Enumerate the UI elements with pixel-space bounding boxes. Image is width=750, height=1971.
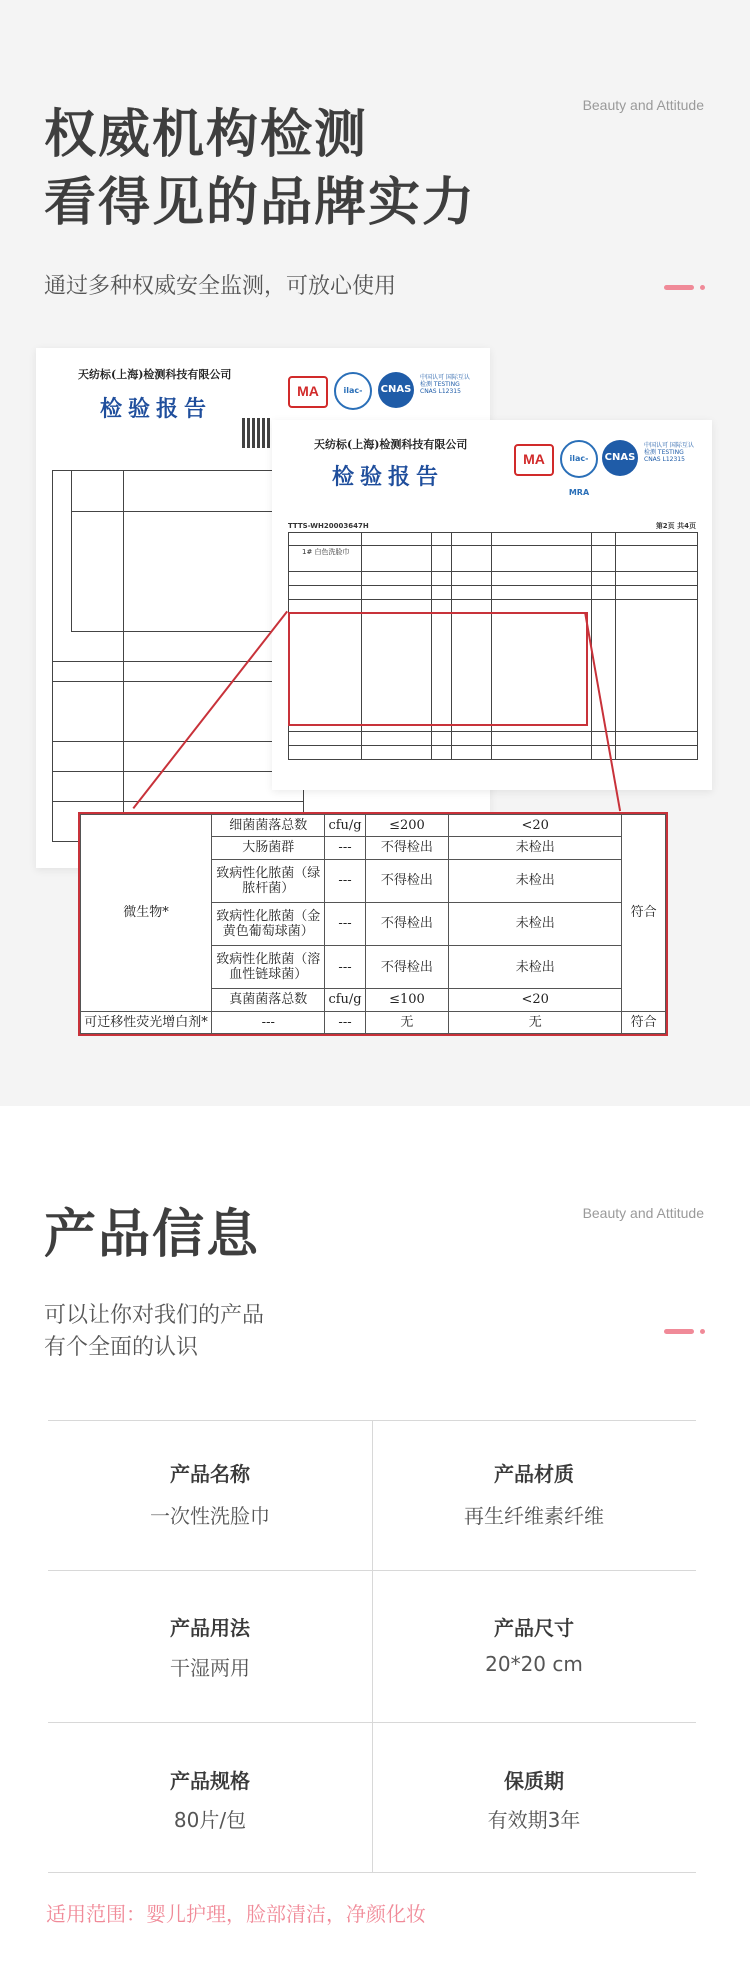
row-standard: ≤200 xyxy=(365,815,449,837)
row-unit: cfu/g xyxy=(325,815,365,837)
row-result: 未检出 xyxy=(449,859,622,902)
row-standard: 不得检出 xyxy=(365,902,449,945)
ma-logo: MA xyxy=(288,376,328,408)
accent-dot-2 xyxy=(700,1329,705,1334)
row-result: <20 xyxy=(449,989,622,1011)
product-spec-value: 80片/包 xyxy=(173,1808,247,1832)
row-unit: --- xyxy=(325,1011,365,1033)
row-unit: --- xyxy=(325,946,365,989)
product-spec-label: 产品规格 xyxy=(170,1769,250,1793)
row-result: 无 xyxy=(449,1011,622,1033)
brand-tagline-2: Beauty and Attitude xyxy=(582,1205,704,1221)
row-standard: 无 xyxy=(365,1011,449,1033)
row-item: 真菌菌落总数 xyxy=(212,989,325,1011)
row-result: 未检出 xyxy=(449,902,622,945)
product-name-label: 产品名称 xyxy=(170,1462,250,1486)
row-standard: 不得检出 xyxy=(365,859,449,902)
product-info-title: 产品信息 xyxy=(44,1205,261,1265)
row-item: 细菌菌落总数 xyxy=(212,815,325,837)
cnas-logo: CNAS xyxy=(378,372,414,408)
accent-dash xyxy=(664,285,694,290)
cnas-text-2: 中国认可 国际互认 检测 TESTING CNAS L12315 xyxy=(644,442,694,463)
ma-logo-2: MA xyxy=(514,444,554,476)
row-item: 致病性化脓菌（金黄色葡萄球菌） xyxy=(212,902,325,945)
row-unit: --- xyxy=(325,837,365,859)
report-company: 天纺标(上海)检测科技有限公司 xyxy=(78,368,232,381)
row-result: 未检出 xyxy=(449,837,622,859)
usage-scope: 适用范围：婴儿护理，脸部清洁，净颜化妆 xyxy=(46,1902,426,1926)
grid-divider xyxy=(48,1872,696,1873)
ilac-logo-2: ilac-MRA xyxy=(560,440,598,478)
product-usage-value: 干湿两用 xyxy=(170,1656,250,1680)
row-result: <20 xyxy=(449,815,622,837)
product-material-label: 产品材质 xyxy=(494,1462,574,1486)
accent-dot xyxy=(700,285,705,290)
microbe-category: 微生物* xyxy=(81,815,212,1012)
accent-dash-2 xyxy=(664,1329,694,1334)
product-info-subtitle-line1: 可以让你对我们的产品 xyxy=(44,1303,265,1328)
report-company-2: 天纺标(上海)检测科技有限公司 xyxy=(314,438,468,451)
row-item: 致病性化脓菌（绿脓杆菌） xyxy=(212,859,325,902)
ilac-logo: ilac- xyxy=(334,372,372,410)
row-result: 未检出 xyxy=(449,946,622,989)
row-standard: 不得检出 xyxy=(365,946,449,989)
product-info-subtitle-line2: 有个全面的认识 xyxy=(44,1335,199,1360)
row-unit: --- xyxy=(325,902,365,945)
row-standard: 不得检出 xyxy=(365,837,449,859)
qr-code xyxy=(242,418,272,448)
cnas-logo-2: CNAS xyxy=(602,440,638,476)
microbe-verdict: 符合 xyxy=(622,815,666,1012)
brightener-verdict: 符合 xyxy=(622,1011,666,1033)
highlight-box xyxy=(288,612,588,726)
product-name-value: 一次性洗脸巾 xyxy=(150,1504,270,1528)
row-item: --- xyxy=(212,1011,325,1033)
row-unit: cfu/g xyxy=(325,989,365,1011)
row-item: 致病性化脓菌（溶血性链球菌） xyxy=(212,946,325,989)
report-number: TTTS-WH20003647H xyxy=(288,522,369,530)
row-item: 大肠菌群 xyxy=(212,837,325,859)
shelf-life-value: 有效期3年 xyxy=(487,1808,581,1832)
product-material-value: 再生纤维素纤维 xyxy=(464,1504,604,1528)
shelf-life-label: 保质期 xyxy=(504,1769,564,1793)
cnas-text: 中国认可 国际互认 检测 TESTING CNAS L12315 xyxy=(420,374,470,395)
zoomed-result-table xyxy=(78,812,668,1036)
section-title-line1: 权威机构检测 xyxy=(44,105,369,165)
report-title-2: 检验报告 xyxy=(332,464,445,490)
report-title: 检验报告 xyxy=(100,396,213,422)
section-title-line2: 看得见的品牌实力 xyxy=(44,173,477,233)
report-form xyxy=(52,470,304,842)
report-page-2 xyxy=(272,420,712,790)
brand-tagline: Beauty and Attitude xyxy=(582,97,704,113)
report-page-number: 第2页 共4页 xyxy=(655,522,696,530)
brightener-category: 可迁移性荧光增白剂* xyxy=(81,1011,212,1033)
product-usage-label: 产品用法 xyxy=(170,1616,250,1640)
section-subtitle: 通过多种权威安全监测，可放心使用 xyxy=(44,274,397,299)
row-unit: --- xyxy=(325,859,365,902)
row-standard: ≤100 xyxy=(365,989,449,1011)
product-size-label: 产品尺寸 xyxy=(494,1616,574,1640)
report-sample: 1# 白色洗脸巾 xyxy=(302,548,350,556)
product-size-value: 20*20 cm xyxy=(485,1652,583,1676)
